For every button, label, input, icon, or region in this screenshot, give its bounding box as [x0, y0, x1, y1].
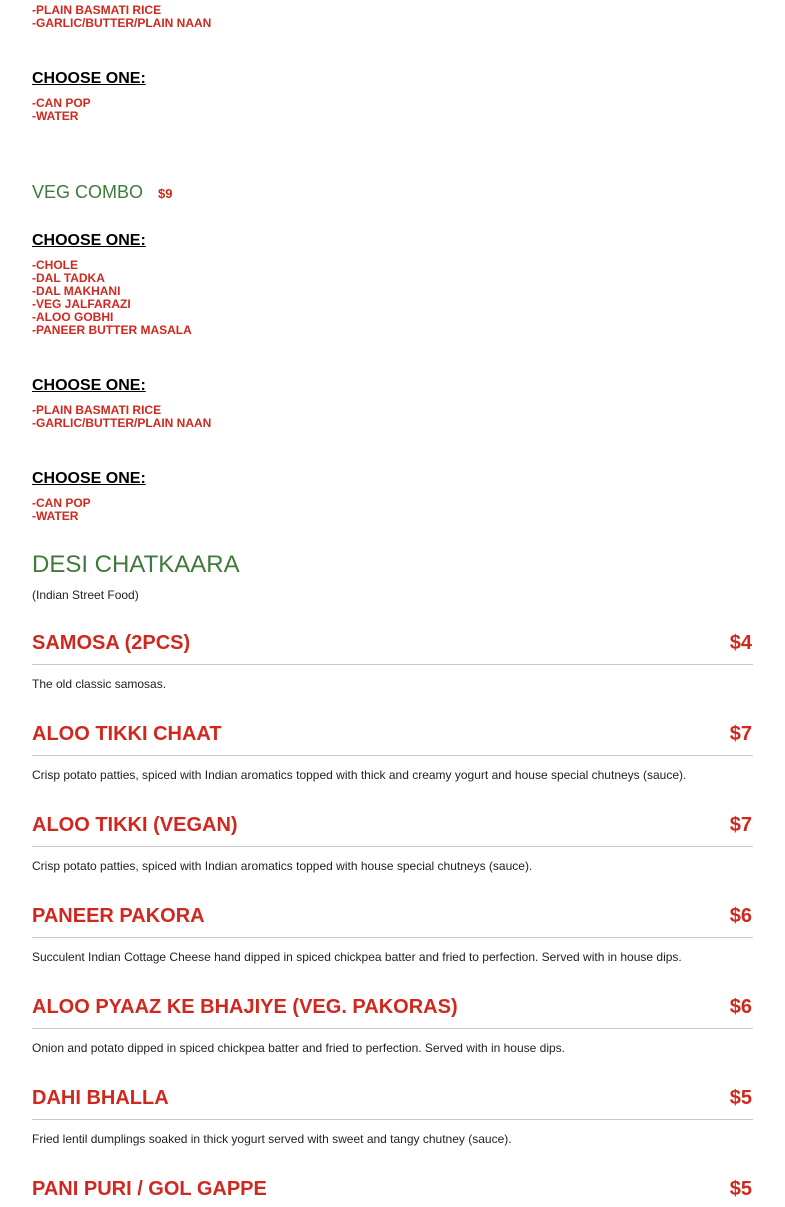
item-name: ALOO TIKKI CHAAT — [32, 723, 222, 745]
choose-one-heading: CHOOSE ONE: — [32, 470, 146, 487]
item-price: $7 — [729, 814, 752, 836]
item-divider — [32, 755, 753, 756]
item-price: $5 — [729, 1178, 752, 1200]
item-price: $7 — [729, 723, 752, 745]
choose-one-heading: CHOOSE ONE: — [32, 232, 146, 249]
item-divider — [32, 664, 753, 665]
item-price: $6 — [729, 996, 752, 1018]
option-paneer-butter-masala: -PANEER BUTTER MASALA — [32, 323, 192, 337]
item-name: PANI PURI / GOL GAPPE — [32, 1178, 267, 1200]
item-description: Fried lentil dumplings soaked in thick yogurt served with sweet and tangy chutney (sauce). — [32, 1132, 512, 1146]
option-aloo-gobhi: -ALOO GOBHI — [32, 310, 114, 324]
item-name: ALOO PYAAZ KE BHAJIYE (VEG. PAKORAS) — [32, 996, 458, 1018]
item-description: Onion and potato dipped in spiced chickpea batter and fried to perfection. Served with in house dips. — [32, 1041, 566, 1055]
item-name: SAMOSA (2PCS) — [32, 632, 191, 654]
option-rice: -PLAIN BASMATI RICE — [32, 3, 162, 17]
item-description: Succulent Indian Cottage Cheese hand dipped in spiced chickpea batter and fried to perfection. Served with in house dips. — [32, 950, 682, 964]
item-divider — [32, 1119, 753, 1120]
item-name: DAHI BHALLA — [32, 1087, 169, 1109]
option-water: -WATER — [32, 109, 79, 123]
item-divider — [32, 937, 753, 938]
option-dal-tadka: -DAL TADKA — [32, 271, 105, 285]
option-naan: -GARLIC/BUTTER/PLAIN NAAN — [32, 16, 212, 30]
choose-one-heading: CHOOSE ONE: — [32, 377, 146, 394]
option-naan: -GARLIC/BUTTER/PLAIN NAAN — [32, 416, 212, 430]
item-price: $4 — [729, 632, 752, 654]
option-veg-jalfarazi: -VEG JALFARAZI — [32, 297, 131, 311]
item-description: Crisp potato patties, spiced with Indian aromatics topped with house special chutneys (sauce). — [32, 859, 533, 873]
item-description: The old classic samosas. — [32, 677, 167, 691]
item-divider — [32, 846, 753, 847]
option-can-pop: -CAN POP — [32, 96, 91, 110]
section-subtitle: (Indian Street Food) — [32, 588, 139, 602]
section-title: DESI CHATKAARA — [32, 551, 240, 578]
item-name: PANEER PAKORA — [32, 905, 205, 927]
option-rice: -PLAIN BASMATI RICE — [32, 403, 162, 417]
veg-combo-title: VEG COMBO — [32, 182, 144, 202]
veg-combo-price: $9 — [158, 186, 173, 201]
option-can-pop: -CAN POP — [32, 496, 91, 510]
option-chole: -CHOLE — [32, 258, 78, 272]
item-name: ALOO TIKKI (VEGAN) — [32, 814, 238, 836]
choose-one-heading: CHOOSE ONE: — [32, 70, 146, 87]
item-description: Crisp potato patties, spiced with Indian aromatics topped with thick and creamy yogurt and house special chutneys (sauce). — [32, 768, 687, 782]
option-water: -WATER — [32, 509, 79, 523]
item-price: $5 — [729, 1087, 752, 1109]
option-dal-makhani: -DAL MAKHANI — [32, 284, 121, 298]
item-divider — [32, 1028, 753, 1029]
item-price: $6 — [729, 905, 752, 927]
